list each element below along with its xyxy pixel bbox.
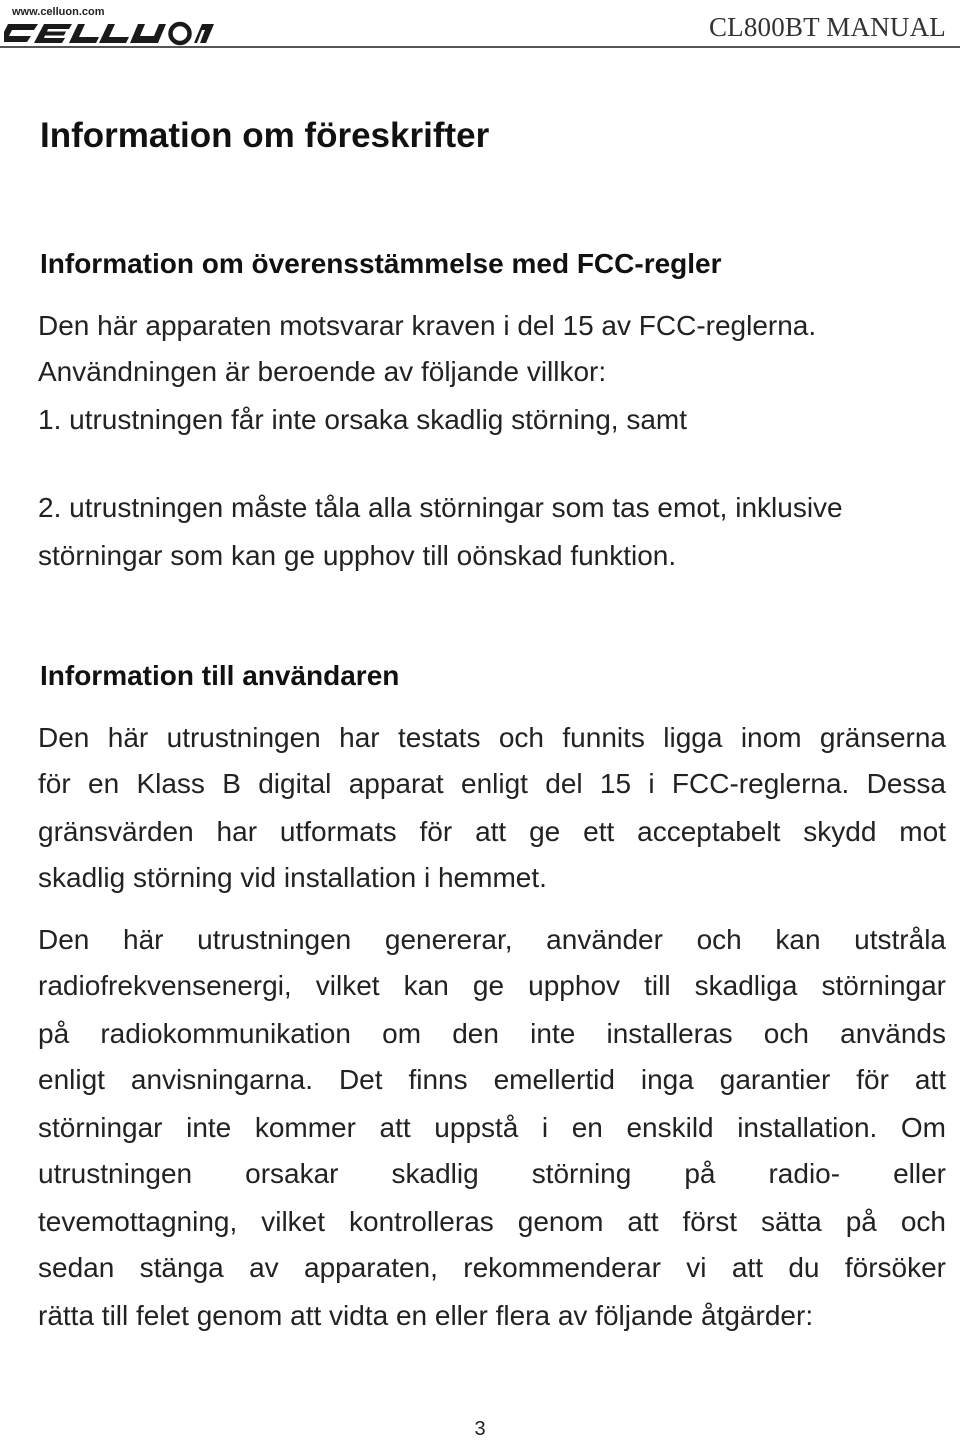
user-p2-line-5: störningar inte kommer att uppstå i en enskild installation. Om bbox=[38, 1112, 946, 1143]
user-p2-line-4: enligt anvisningarna. Det finns emellertid inga garantier för att bbox=[38, 1064, 946, 1095]
fcc-line-5: störningar som kan ge upphov till oönskad funktion. bbox=[38, 540, 677, 571]
fcc-line-2: Användningen är beroende av följande villkor: bbox=[38, 356, 607, 387]
user-p2-line-1: Den här utrustningen genererar, använder och kan utstråla bbox=[38, 924, 946, 955]
user-p2-line-6: utrustningen orsakar skadlig störning på radio- eller bbox=[38, 1158, 946, 1189]
celluon-wordmark-icon bbox=[4, 18, 214, 48]
fcc-line-1: Den här apparaten motsvarar kraven i del 15 av FCC-reglerna. bbox=[38, 310, 817, 341]
page-header bbox=[0, 0, 960, 50]
user-p2-line-7: tevemottagning, vilket kontrolleras genom att först sätta på och bbox=[38, 1206, 946, 1237]
user-p1-line-2: för en Klass B digital apparat enligt del 15 i FCC-reglerna. Dessa bbox=[38, 768, 946, 799]
fcc-line-3: 1. utrustningen får inte orsaka skadlig störning, samt bbox=[38, 404, 688, 435]
user-p1-line-1: Den här utrustningen har testats och funnits ligga inom gränserna bbox=[38, 722, 946, 753]
fcc-line-4: 2. utrustningen måste tåla alla störningar som tas emot, inklusive bbox=[38, 492, 843, 523]
user-p1-line-4: skadlig störning vid installation i hemmet. bbox=[38, 862, 547, 893]
user-p2-line-9: rätta till felet genom att vidta en eller flera av följande åtgärder: bbox=[38, 1300, 814, 1331]
celluon-logo bbox=[4, 6, 214, 46]
user-info-heading: Information till användaren bbox=[40, 660, 400, 691]
page-title: Information om föreskrifter bbox=[40, 116, 490, 155]
user-p1-line-3: gränsvärden har utformats för att ge ett acceptabelt skydd mot bbox=[38, 816, 946, 847]
fcc-section-heading: Information om överensstämmelse med FCC-regler bbox=[40, 248, 722, 279]
manual-title: CL800BT MANUAL bbox=[708, 12, 946, 42]
logo-url: www.celluon.com bbox=[12, 6, 105, 18]
header-divider bbox=[0, 46, 960, 48]
user-p2-line-8: sedan stänga av apparaten, rekommenderar vi att du försöker bbox=[38, 1252, 946, 1283]
page-number: 3 bbox=[474, 1418, 486, 1440]
user-p2-line-2: radiofrekvensenergi, vilket kan ge upphov till skadliga störningar bbox=[38, 970, 946, 1001]
user-p2-line-3: på radiokommunikation om den inte installeras och används bbox=[38, 1018, 946, 1049]
